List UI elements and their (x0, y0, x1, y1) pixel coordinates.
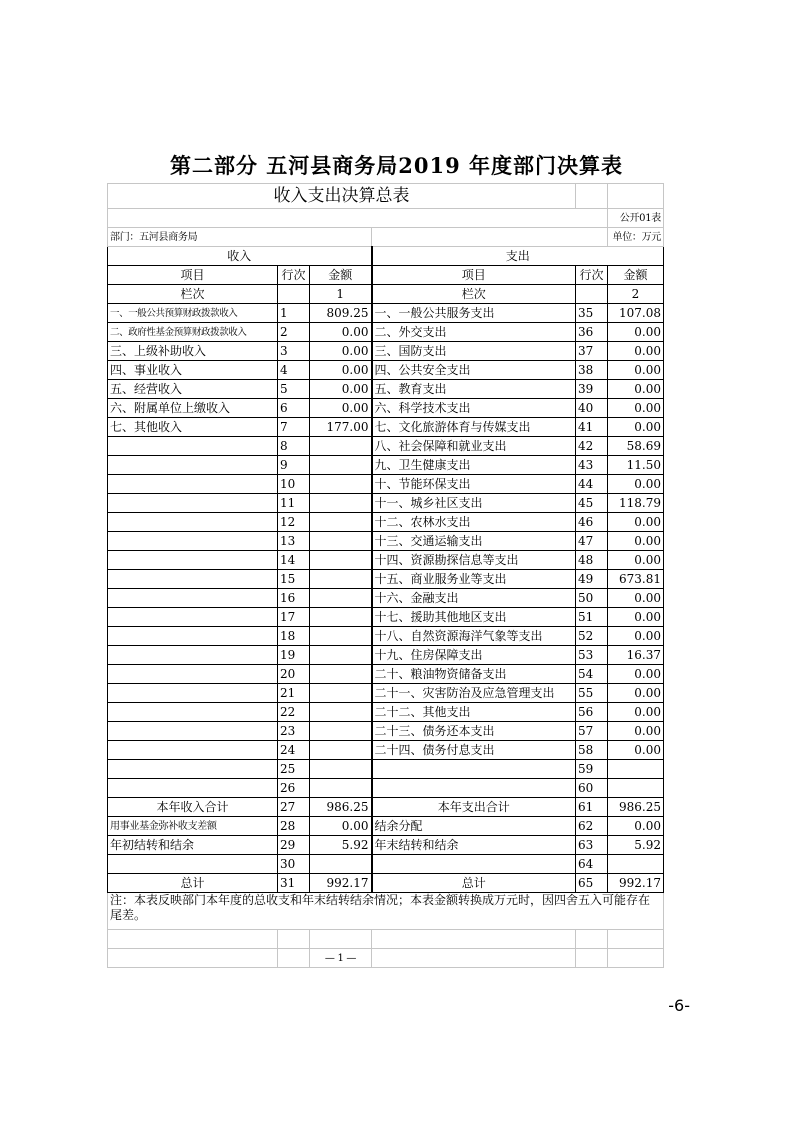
unit-label: 单位：万元 (608, 228, 664, 247)
income-line-no: 4 (278, 361, 310, 380)
table-row (108, 703, 664, 722)
income-item (108, 741, 278, 760)
income-amount: 0.00 (310, 342, 372, 361)
income-amount: 0.00 (310, 323, 372, 342)
income-item (108, 608, 278, 627)
expense-item: 一、一般公共服务支出 (372, 304, 576, 323)
income-item: 六、附属单位上缴收入 (108, 399, 278, 418)
expense-line-no: 43 (576, 456, 608, 475)
expense-item: 十五、商业服务业等支出 (372, 570, 576, 589)
table-row (108, 665, 664, 684)
expense-amount (608, 779, 664, 798)
table-row (108, 836, 664, 855)
expense-total-no: 65 (576, 874, 608, 893)
table-row (108, 456, 664, 475)
income-item (108, 513, 278, 532)
expense-item-header: 项目 (372, 266, 576, 285)
income-subtotal-no: 27 (278, 798, 310, 817)
income-item: 一、一般公共预算财政拨款收入 (108, 304, 278, 323)
income-amount: 0.00 (310, 380, 372, 399)
income-item (108, 760, 278, 779)
expense-line-no: 40 (576, 399, 608, 418)
income-line-no: 7 (278, 418, 310, 437)
income-amount (310, 665, 372, 684)
expense-amount: 0.00 (608, 532, 664, 551)
income-amount: 0.00 (310, 399, 372, 418)
income-line-no: 23 (278, 722, 310, 741)
expense-amount (608, 855, 664, 874)
expense-line-no: 54 (576, 665, 608, 684)
income-item-header: 项目 (108, 266, 278, 285)
expense-line-no: 55 (576, 684, 608, 703)
income-total-label: 总计 (108, 874, 278, 893)
income-item (108, 475, 278, 494)
page-number: -6- (668, 996, 690, 1015)
expense-line-no: 42 (576, 437, 608, 456)
income-line-no: 24 (278, 741, 310, 760)
expense-line-no: 35 (576, 304, 608, 323)
expense-amount: 0.00 (608, 361, 664, 380)
detail-rows (108, 304, 664, 798)
income-item (108, 722, 278, 741)
table-title: 收入支出决算总表 (108, 184, 576, 209)
expense-item: 十九、住房保障支出 (372, 646, 576, 665)
expense-subtotal-no: 61 (576, 798, 608, 817)
income-item (108, 589, 278, 608)
income-item (108, 855, 278, 874)
table-row (108, 513, 664, 532)
expense-amount: 0.00 (608, 665, 664, 684)
income-amount (310, 532, 372, 551)
expense-line-no: 62 (576, 817, 608, 836)
table-row (108, 361, 664, 380)
table-row (108, 323, 664, 342)
expense-item: 二十、粮油物资储备支出 (372, 665, 576, 684)
income-line-no: 10 (278, 475, 310, 494)
income-item (108, 779, 278, 798)
expense-item: 七、文化旅游体育与传媒支出 (372, 418, 576, 437)
table-row (108, 494, 664, 513)
expense-amount: 5.92 (608, 836, 664, 855)
income-line-no: 1 (278, 304, 310, 323)
expense-line-no: 63 (576, 836, 608, 855)
income-column-index: 1 (310, 285, 372, 304)
expense-line-no: 56 (576, 703, 608, 722)
expense-item: 三、国防支出 (372, 342, 576, 361)
income-item (108, 684, 278, 703)
expense-item: 十一、城乡社区支出 (372, 494, 576, 513)
expense-item: 二十一、灾害防治及应急管理支出 (372, 684, 576, 703)
income-item: 四、事业收入 (108, 361, 278, 380)
income-item (108, 551, 278, 570)
expense-line-no: 36 (576, 323, 608, 342)
expense-item: 十三、交通运输支出 (372, 532, 576, 551)
income-amount (310, 703, 372, 722)
income-line-no: 26 (278, 779, 310, 798)
table-row (108, 570, 664, 589)
expense-amount: 673.81 (608, 570, 664, 589)
table-row (108, 532, 664, 551)
income-line-no: 15 (278, 570, 310, 589)
expense-line-no: 39 (576, 380, 608, 399)
expense-line-no: 53 (576, 646, 608, 665)
income-line-no: 5 (278, 380, 310, 399)
income-item (108, 665, 278, 684)
table-row (108, 437, 664, 456)
expense-item: 二十二、其他支出 (372, 703, 576, 722)
expense-total-label: 总计 (372, 874, 576, 893)
income-amount: 0.00 (310, 817, 372, 836)
expense-item (372, 779, 576, 798)
expense-line-no: 46 (576, 513, 608, 532)
expense-header: 支出 (372, 247, 664, 266)
expense-total-amount: 992.17 (608, 874, 664, 893)
expense-amount: 0.00 (608, 475, 664, 494)
expense-line-no: 45 (576, 494, 608, 513)
expense-item: 十六、金融支出 (372, 589, 576, 608)
expense-item: 八、社会保障和就业支出 (372, 437, 576, 456)
income-item (108, 494, 278, 513)
expense-amount: 11.50 (608, 456, 664, 475)
table-row (108, 779, 664, 798)
income-line-no: 2 (278, 323, 310, 342)
expense-line-no: 50 (576, 589, 608, 608)
table-note: 注：本表反映部门本年度的总收支和年末结转结余情况；本表金额转换成万元时，因四舍五入可能存在尾差。 (108, 893, 664, 930)
expense-column-index-label: 栏次 (372, 285, 576, 304)
income-line-no: 25 (278, 760, 310, 779)
income-amount: 5.92 (310, 836, 372, 855)
expense-item: 十二、农林水支出 (372, 513, 576, 532)
income-item (108, 456, 278, 475)
income-item: 年初结转和结余 (108, 836, 278, 855)
expense-amount: 0.00 (608, 589, 664, 608)
expense-amount: 0.00 (608, 399, 664, 418)
expense-amount: 0.00 (608, 380, 664, 399)
expense-subtotal-amount: 986.25 (608, 798, 664, 817)
expense-line-no: 38 (576, 361, 608, 380)
expense-item: 五、教育支出 (372, 380, 576, 399)
income-line-no: 29 (278, 836, 310, 855)
expense-line-no: 59 (576, 760, 608, 779)
income-item: 七、其他收入 (108, 418, 278, 437)
expense-item (372, 760, 576, 779)
income-amount (310, 646, 372, 665)
expense-item: 六、科学技术支出 (372, 399, 576, 418)
expense-amount: 0.00 (608, 513, 664, 532)
income-amount (310, 779, 372, 798)
income-line-no: 16 (278, 589, 310, 608)
income-line-no: 18 (278, 627, 310, 646)
expense-amount: 0.00 (608, 703, 664, 722)
income-amount (310, 627, 372, 646)
expense-amount: 0.00 (608, 418, 664, 437)
expense-subtotal-label: 本年支出合计 (372, 798, 576, 817)
income-item (108, 570, 278, 589)
expense-item: 二十三、债务还本支出 (372, 722, 576, 741)
income-item (108, 646, 278, 665)
income-amount: 177.00 (310, 418, 372, 437)
table-row (108, 817, 664, 836)
income-line-no: 6 (278, 399, 310, 418)
income-amount (310, 475, 372, 494)
income-subtotal-amount: 986.25 (310, 798, 372, 817)
expense-line-no: 49 (576, 570, 608, 589)
income-line-no: 17 (278, 608, 310, 627)
income-item: 五、经营收入 (108, 380, 278, 399)
income-amount (310, 855, 372, 874)
expense-line-no: 41 (576, 418, 608, 437)
income-line-header: 行次 (278, 266, 310, 285)
table-row (108, 418, 664, 437)
income-amount (310, 608, 372, 627)
income-amount (310, 722, 372, 741)
table-row (108, 741, 664, 760)
expense-item: 十八、自然资源海洋气象等支出 (372, 627, 576, 646)
table-row (108, 342, 664, 361)
expense-amount: 16.37 (608, 646, 664, 665)
expense-amount: 0.00 (608, 608, 664, 627)
income-item (108, 703, 278, 722)
income-item: 用事业基金弥补收支差额 (108, 817, 278, 836)
income-line-no: 8 (278, 437, 310, 456)
income-line-no: 13 (278, 532, 310, 551)
income-amount (310, 437, 372, 456)
expense-column-index: 2 (608, 285, 664, 304)
expense-item: 十七、援助其他地区支出 (372, 608, 576, 627)
expense-amount: 0.00 (608, 684, 664, 703)
income-header: 收入 (108, 247, 372, 266)
income-line-no: 9 (278, 456, 310, 475)
income-amount (310, 684, 372, 703)
table-row (108, 380, 664, 399)
income-amount (310, 589, 372, 608)
expense-item (372, 855, 576, 874)
income-subtotal-label: 本年收入合计 (108, 798, 278, 817)
income-amount (310, 570, 372, 589)
table-row (108, 627, 664, 646)
expense-amount (608, 760, 664, 779)
income-amount: 809.25 (310, 304, 372, 323)
table-row (108, 304, 664, 323)
income-amount (310, 513, 372, 532)
expense-amount: 0.00 (608, 551, 664, 570)
expense-amount: 118.79 (608, 494, 664, 513)
expense-amount: 58.69 (608, 437, 664, 456)
expense-amount: 0.00 (608, 741, 664, 760)
expense-line-no: 37 (576, 342, 608, 361)
income-line-no: 19 (278, 646, 310, 665)
expense-amount: 0.00 (608, 323, 664, 342)
income-amount (310, 494, 372, 513)
expense-line-no: 58 (576, 741, 608, 760)
expense-item: 年末结转和结余 (372, 836, 576, 855)
income-amount (310, 741, 372, 760)
income-line-no: 22 (278, 703, 310, 722)
expense-line-no: 47 (576, 532, 608, 551)
table-row (108, 646, 664, 665)
expense-item: 九、卫生健康支出 (372, 456, 576, 475)
income-column-index-label: 栏次 (108, 285, 278, 304)
income-amount-header: 金额 (310, 266, 372, 285)
income-line-no: 30 (278, 855, 310, 874)
expense-item: 四、公共安全支出 (372, 361, 576, 380)
income-amount (310, 760, 372, 779)
table-row (108, 760, 664, 779)
expense-line-no: 52 (576, 627, 608, 646)
income-item: 三、上级补助收入 (108, 342, 278, 361)
department-label: 部门：五河县商务局 (108, 228, 372, 247)
expense-line-no: 44 (576, 475, 608, 494)
expense-amount: 107.08 (608, 304, 664, 323)
income-line-no: 28 (278, 817, 310, 836)
expense-amount: 0.00 (608, 627, 664, 646)
income-total-no: 31 (278, 874, 310, 893)
table-row (108, 722, 664, 741)
page-title: 第二部分 五河县商务局2019 年度部门决算表 (169, 153, 624, 178)
income-item (108, 532, 278, 551)
income-line-no: 20 (278, 665, 310, 684)
income-amount (310, 551, 372, 570)
expense-item: 十四、资源勘探信息等支出 (372, 551, 576, 570)
income-amount (310, 456, 372, 475)
income-line-no: 11 (278, 494, 310, 513)
income-expense-table (107, 183, 664, 968)
expense-line-no: 48 (576, 551, 608, 570)
income-item (108, 437, 278, 456)
table-row (108, 589, 664, 608)
form-code: 公开01表 (608, 209, 664, 228)
table-row (108, 551, 664, 570)
table-row (108, 855, 664, 874)
expense-amount-header: 金额 (608, 266, 664, 285)
table-row (108, 608, 664, 627)
expense-item: 二、外交支出 (372, 323, 576, 342)
expense-line-no: 60 (576, 779, 608, 798)
income-line-no: 14 (278, 551, 310, 570)
table-row (108, 475, 664, 494)
income-line-no: 21 (278, 684, 310, 703)
income-amount: 0.00 (310, 361, 372, 380)
sheet-page-number: — 1 — (310, 949, 372, 968)
expense-item: 十、节能环保支出 (372, 475, 576, 494)
expense-item: 二十四、债务付息支出 (372, 741, 576, 760)
income-line-no: 12 (278, 513, 310, 532)
expense-line-no: 51 (576, 608, 608, 627)
expense-item: 结余分配 (372, 817, 576, 836)
income-item: 二、政府性基金预算财政拨款收入 (108, 323, 278, 342)
extra-rows (108, 817, 664, 874)
expense-line-no: 64 (576, 855, 608, 874)
income-line-no: 3 (278, 342, 310, 361)
expense-line-no: 57 (576, 722, 608, 741)
expense-amount: 0.00 (608, 817, 664, 836)
expense-amount: 0.00 (608, 722, 664, 741)
table-row (108, 399, 664, 418)
income-total-amount: 992.17 (310, 874, 372, 893)
expense-amount: 0.00 (608, 342, 664, 361)
income-item (108, 627, 278, 646)
table-row (108, 684, 664, 703)
expense-line-header: 行次 (576, 266, 608, 285)
